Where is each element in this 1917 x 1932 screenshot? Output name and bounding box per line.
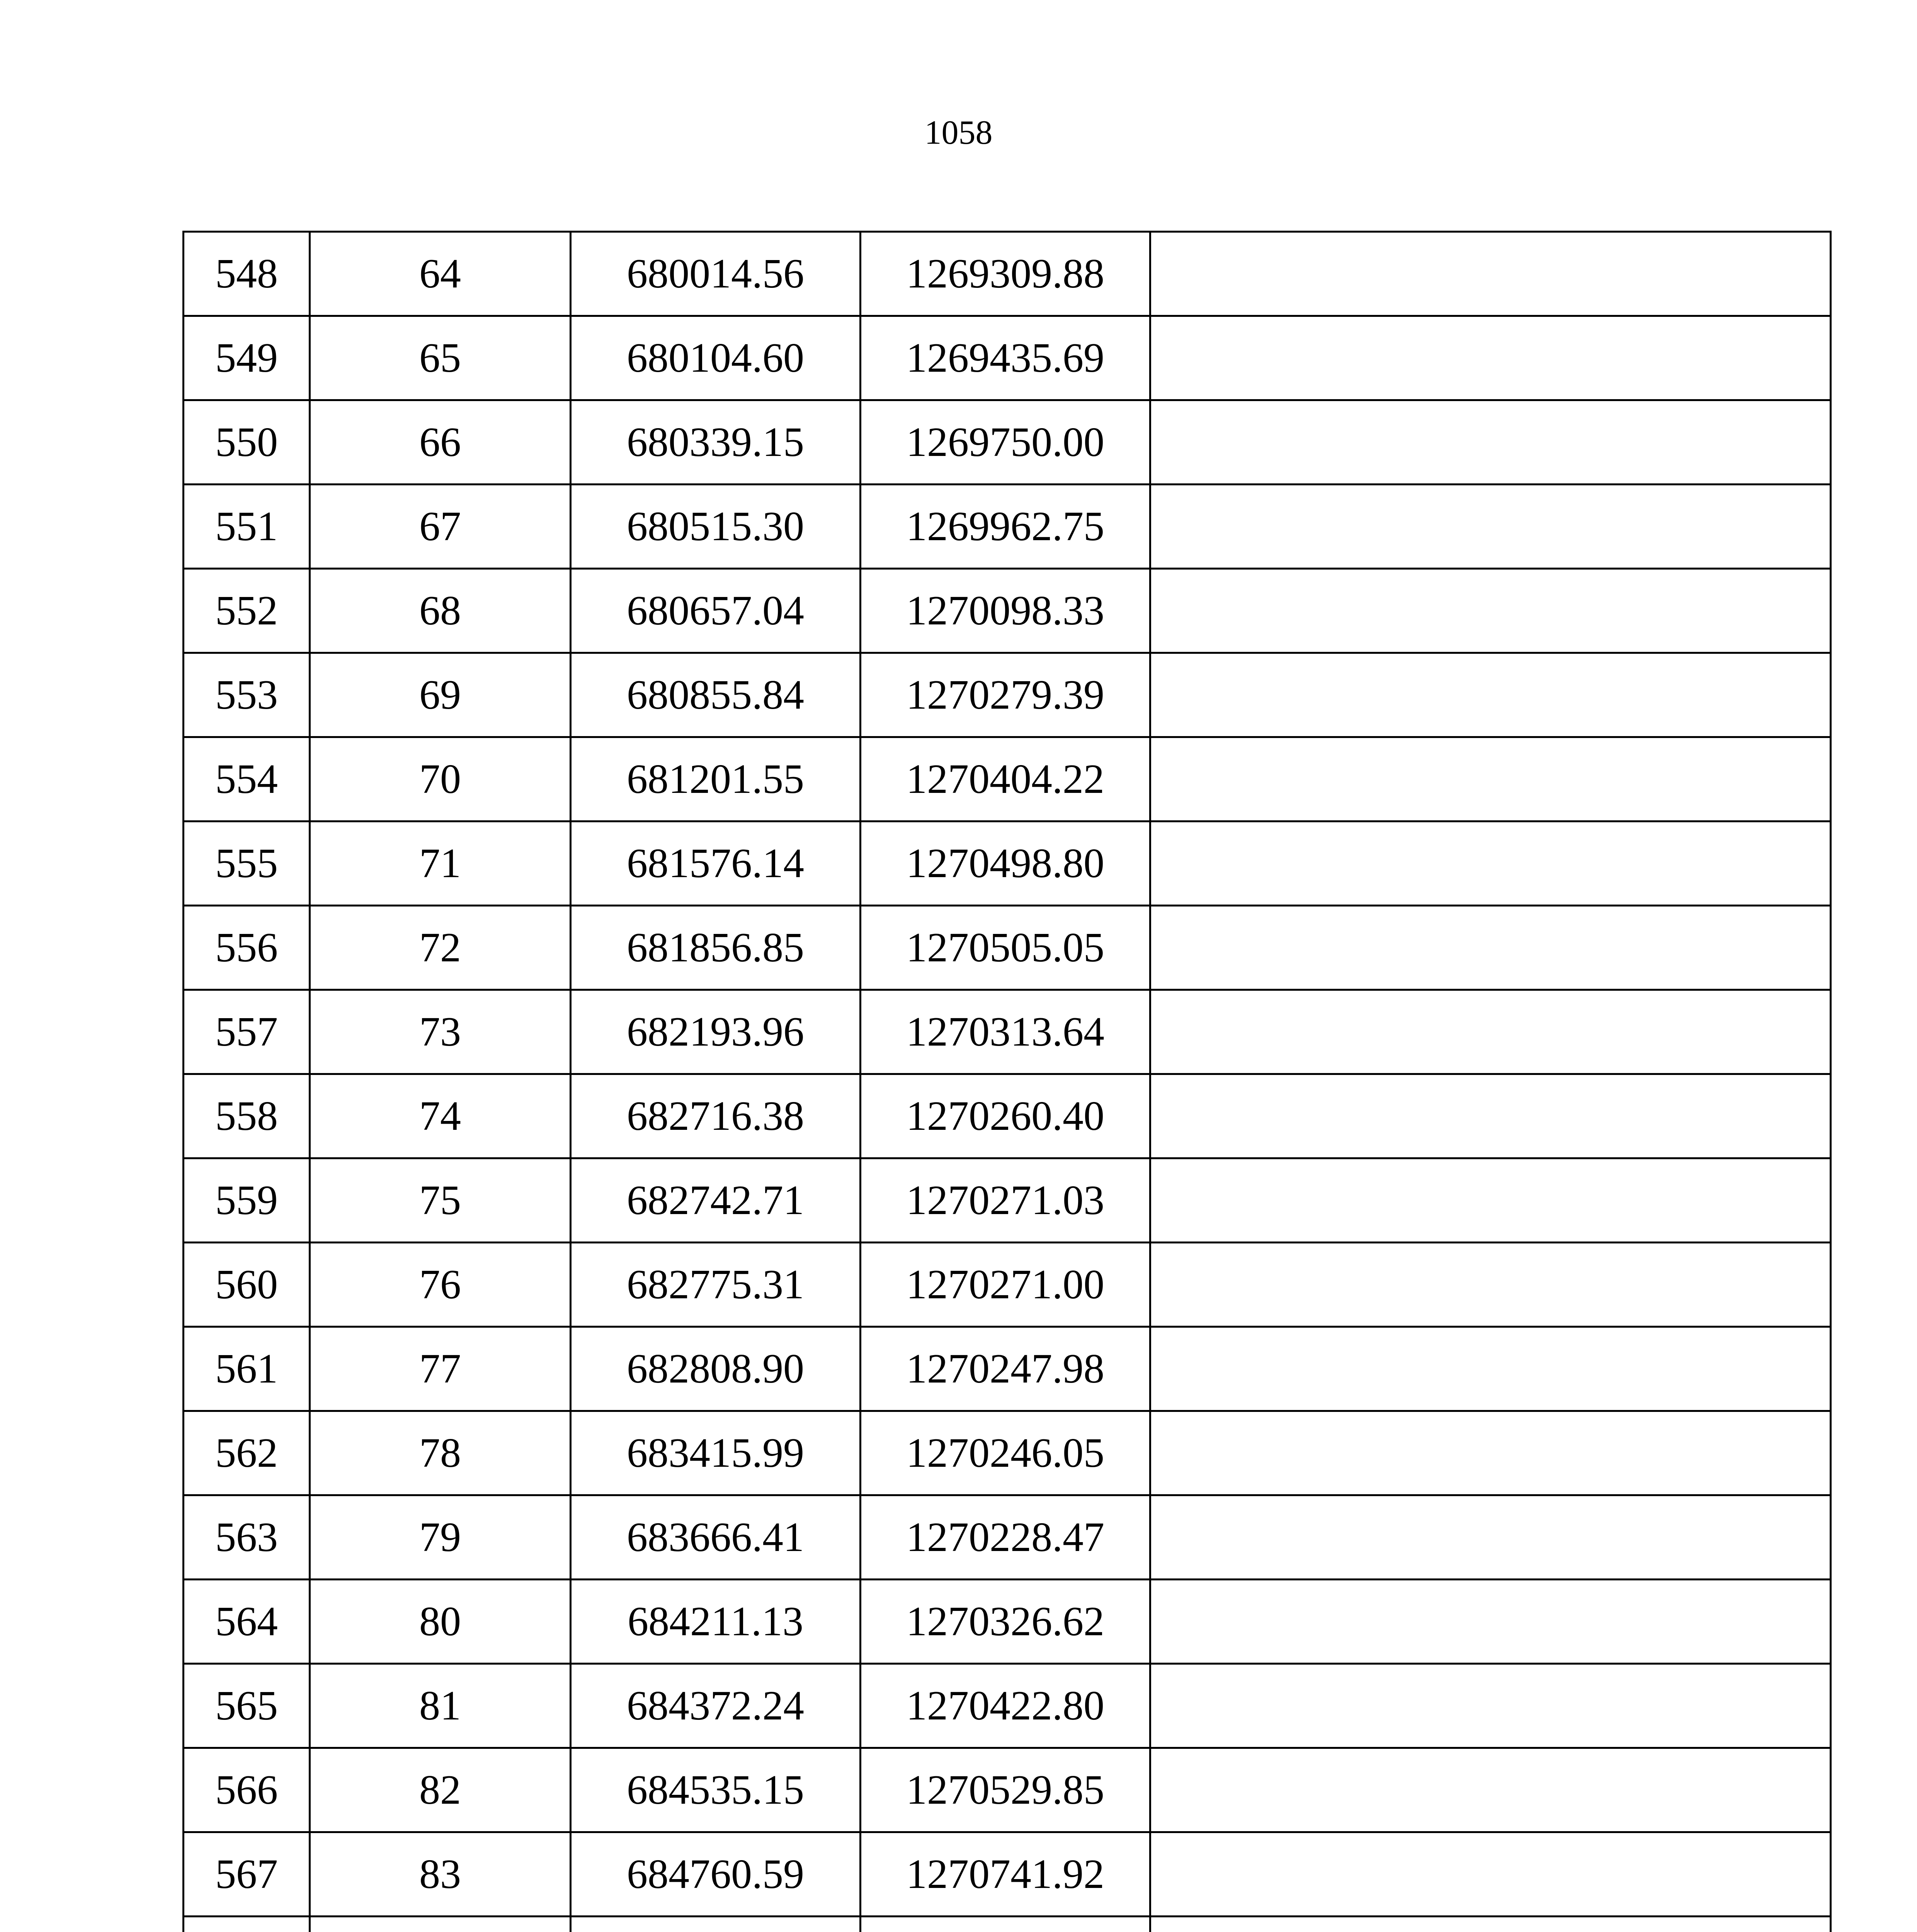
point-number-cell: 73: [310, 990, 571, 1074]
sequence-number-cell: 566: [184, 1748, 310, 1832]
sequence-number-cell: 563: [184, 1495, 310, 1580]
note-cell: [1150, 1158, 1831, 1243]
point-number-cell: 70: [310, 737, 571, 821]
note-cell: [1150, 1580, 1831, 1664]
x-coordinate-cell: [571, 1917, 861, 1932]
y-coordinate-cell: 1270246.05: [861, 1411, 1150, 1495]
point-number-cell: 80: [310, 1580, 571, 1664]
table-row: [184, 1158, 1831, 1243]
x-coordinate-cell: 680515.30: [571, 485, 861, 569]
x-coordinate-cell: 683415.99: [571, 1411, 861, 1495]
y-coordinate-cell: 1270279.39: [861, 653, 1150, 737]
x-coordinate-cell: 684535.15: [571, 1748, 861, 1832]
table-row: [184, 1748, 1831, 1832]
x-coordinate-cell: 684211.13: [571, 1580, 861, 1664]
table-row: [184, 821, 1831, 906]
page-number: 1058: [924, 114, 993, 151]
point-number-cell: 75: [310, 1158, 571, 1243]
point-number-cell: 74: [310, 1074, 571, 1158]
sequence-number-cell: 552: [184, 569, 310, 653]
coordinates-table-body: [184, 232, 1831, 1932]
x-coordinate-cell: 681201.55: [571, 737, 861, 821]
sequence-number-cell: 554: [184, 737, 310, 821]
note-cell: [1150, 1411, 1831, 1495]
x-coordinate-cell: 681856.85: [571, 906, 861, 990]
y-coordinate-cell: 1269435.69: [861, 316, 1150, 400]
point-number-cell: 67: [310, 485, 571, 569]
point-number-cell: [310, 1917, 571, 1932]
sequence-number-cell: 562: [184, 1411, 310, 1495]
sequence-number-cell: [184, 1917, 310, 1932]
sequence-number-cell: 559: [184, 1158, 310, 1243]
note-cell: [1150, 653, 1831, 737]
point-number-cell: 72: [310, 906, 571, 990]
y-coordinate-cell: 1270271.03: [861, 1158, 1150, 1243]
note-cell: [1150, 232, 1831, 316]
table-row: [184, 653, 1831, 737]
note-cell: [1150, 906, 1831, 990]
note-cell: [1150, 1243, 1831, 1327]
sequence-number-cell: 549: [184, 316, 310, 400]
point-number-cell: 78: [310, 1411, 571, 1495]
x-coordinate-cell: 683666.41: [571, 1495, 861, 1580]
y-coordinate-cell: 1270228.47: [861, 1495, 1150, 1580]
sequence-number-cell: 548: [184, 232, 310, 316]
point-number-cell: 77: [310, 1327, 571, 1411]
note-cell: [1150, 569, 1831, 653]
sequence-number-cell: 561: [184, 1327, 310, 1411]
sequence-number-cell: 556: [184, 906, 310, 990]
y-coordinate-cell: 1270404.22: [861, 737, 1150, 821]
x-coordinate-cell: 682808.90: [571, 1327, 861, 1411]
table-row: [184, 1664, 1831, 1748]
point-number-cell: 69: [310, 653, 571, 737]
sequence-number-cell: 567: [184, 1832, 310, 1917]
note-cell: [1150, 1664, 1831, 1748]
note-cell: [1150, 990, 1831, 1074]
note-cell: [1150, 1495, 1831, 1580]
y-coordinate-cell: 1270529.85: [861, 1748, 1150, 1832]
y-coordinate-cell: 1270260.40: [861, 1074, 1150, 1158]
x-coordinate-cell: 680339.15: [571, 400, 861, 485]
table-row: [184, 400, 1831, 485]
note-cell: [1150, 1832, 1831, 1917]
x-coordinate-cell: 684760.59: [571, 1832, 861, 1917]
point-number-cell: 82: [310, 1748, 571, 1832]
note-cell: [1150, 485, 1831, 569]
table-row: [184, 1243, 1831, 1327]
y-coordinate-cell: 1270271.00: [861, 1243, 1150, 1327]
note-cell: [1150, 316, 1831, 400]
sequence-number-cell: 560: [184, 1243, 310, 1327]
note-cell: [1150, 400, 1831, 485]
y-coordinate-cell: 1270741.92: [861, 1832, 1150, 1917]
x-coordinate-cell: 682742.71: [571, 1158, 861, 1243]
y-coordinate-cell: 1270326.62: [861, 1580, 1150, 1664]
y-coordinate-cell: 1269309.88: [861, 232, 1150, 316]
y-coordinate-cell: [861, 1917, 1150, 1932]
point-number-cell: 76: [310, 1243, 571, 1327]
note-cell: [1150, 1748, 1831, 1832]
table-row: [184, 1074, 1831, 1158]
x-coordinate-cell: 681576.14: [571, 821, 861, 906]
x-coordinate-cell: 680657.04: [571, 569, 861, 653]
point-number-cell: 79: [310, 1495, 571, 1580]
point-number-cell: 64: [310, 232, 571, 316]
point-number-cell: 83: [310, 1832, 571, 1917]
table-row: [184, 737, 1831, 821]
y-coordinate-cell: 1270498.80: [861, 821, 1150, 906]
sequence-number-cell: 553: [184, 653, 310, 737]
sequence-number-cell: 557: [184, 990, 310, 1074]
y-coordinate-cell: 1270247.98: [861, 1327, 1150, 1411]
table-row: [184, 569, 1831, 653]
table-row: [184, 1411, 1831, 1495]
note-cell: [1150, 1327, 1831, 1411]
y-coordinate-cell: 1270098.33: [861, 569, 1150, 653]
table-row: [184, 1327, 1831, 1411]
sequence-number-cell: 551: [184, 485, 310, 569]
table-row: [184, 1917, 1831, 1932]
y-coordinate-cell: 1270313.64: [861, 990, 1150, 1074]
point-number-cell: 68: [310, 569, 571, 653]
note-cell: [1150, 1917, 1831, 1932]
sequence-number-cell: 555: [184, 821, 310, 906]
x-coordinate-cell: 682775.31: [571, 1243, 861, 1327]
y-coordinate-cell: 1269750.00: [861, 400, 1150, 485]
table-row: [184, 1495, 1831, 1580]
sequence-number-cell: 564: [184, 1580, 310, 1664]
y-coordinate-cell: 1270422.80: [861, 1664, 1150, 1748]
point-number-cell: 81: [310, 1664, 571, 1748]
point-number-cell: 65: [310, 316, 571, 400]
point-number-cell: 71: [310, 821, 571, 906]
table-row: [184, 1832, 1831, 1917]
sequence-number-cell: 558: [184, 1074, 310, 1158]
table-row: [184, 316, 1831, 400]
table-row: [184, 1580, 1831, 1664]
x-coordinate-cell: 684372.24: [571, 1664, 861, 1748]
x-coordinate-cell: 680104.60: [571, 316, 861, 400]
table-row: [184, 990, 1831, 1074]
note-cell: [1150, 737, 1831, 821]
y-coordinate-cell: 1270505.05: [861, 906, 1150, 990]
table-row: [184, 906, 1831, 990]
coordinates-table: [182, 231, 1832, 1932]
point-number-cell: 66: [310, 400, 571, 485]
x-coordinate-cell: 680014.56: [571, 232, 861, 316]
x-coordinate-cell: 682716.38: [571, 1074, 861, 1158]
note-cell: [1150, 1074, 1831, 1158]
sequence-number-cell: 565: [184, 1664, 310, 1748]
y-coordinate-cell: 1269962.75: [861, 485, 1150, 569]
note-cell: [1150, 821, 1831, 906]
x-coordinate-cell: 682193.96: [571, 990, 861, 1074]
table-row: [184, 232, 1831, 316]
sequence-number-cell: 550: [184, 400, 310, 485]
x-coordinate-cell: 680855.84: [571, 653, 861, 737]
table-row: [184, 485, 1831, 569]
